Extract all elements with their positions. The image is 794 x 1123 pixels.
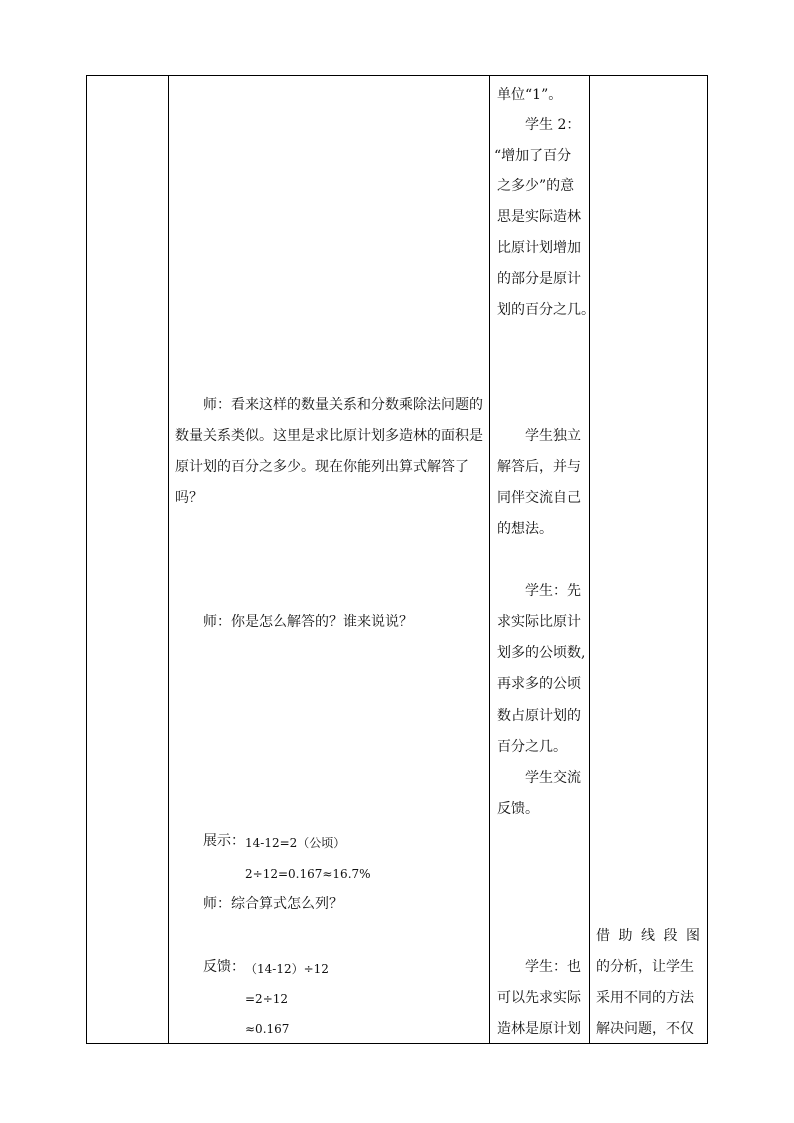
- table-top-border: [86, 75, 708, 76]
- student-activity-line: 思是实际造林: [497, 209, 581, 225]
- student-activity-line: 百分之几。: [497, 739, 567, 755]
- student-activity-line: 比原计划增加: [497, 240, 581, 256]
- student-activity-line: 可以先求实际: [497, 990, 581, 1006]
- teacher-dialogue-line: 师：看来这样的数量关系和分数乘除法问题的: [203, 397, 483, 413]
- student-activity-line: “增加了百分: [494, 148, 572, 164]
- table-bottom-border: [86, 1043, 708, 1044]
- teacher-dialogue-line: 师：你是怎么解答的？谁来说说？: [203, 614, 413, 630]
- teacher-dialogue-line: 原计划的百分之多少。现在你能列出算式解答了: [175, 459, 469, 475]
- calculation-line: 2÷12=0.167≈16.7%: [245, 867, 371, 881]
- table-right-border: [707, 75, 708, 1044]
- calculation-line: （14-12）÷12: [245, 962, 329, 976]
- feedback-label: 反馈：: [203, 959, 245, 975]
- calculation-line: =2÷12: [245, 992, 289, 1006]
- student-activity-line: 划多的公顷数,: [497, 645, 586, 661]
- calculation-line: ≈0.167: [245, 1022, 290, 1036]
- design-intent-line: 采用不同的方法: [596, 990, 694, 1006]
- teacher-dialogue-line: 数量关系类似。这里是求比原计划多造林的面积是: [175, 428, 483, 444]
- student-activity-line: 学生：先: [525, 583, 581, 599]
- design-intent-char: 借: [596, 928, 610, 944]
- design-intent-char: 段: [663, 928, 678, 944]
- student-activity-line: 同伴交流自己: [497, 490, 581, 506]
- student-activity-line: 解答后，并与: [497, 459, 581, 475]
- table-column-divider-2: [489, 75, 490, 1044]
- student-activity-line: 反馈。: [497, 801, 539, 817]
- table-left-border: [86, 75, 87, 1044]
- design-intent-line: 的分析，让学生: [596, 959, 694, 975]
- student-activity-line: 学生独立: [525, 428, 581, 444]
- design-intent-line: [596, 928, 700, 944]
- student-activity-line: 求实际比原计: [497, 614, 581, 630]
- student-activity-line: 的想法。: [497, 521, 553, 537]
- student-activity-line: 的部分是原计: [497, 271, 581, 287]
- student-activity-line: 学生 2：: [525, 117, 581, 133]
- student-activity-line: 再求多的公顷: [497, 676, 581, 692]
- design-intent-char: 图: [686, 928, 700, 944]
- table-column-divider-3: [589, 75, 590, 1044]
- student-activity-line: 单位“1”。: [497, 87, 563, 103]
- student-activity-line: 划的百分之几。: [497, 302, 595, 318]
- design-intent-line: 解决问题，不仅: [596, 1021, 694, 1037]
- table-column-divider-1: [168, 75, 169, 1044]
- teacher-dialogue-line: 吗？: [175, 490, 203, 506]
- student-activity-line: 学生：也: [525, 959, 581, 975]
- show-label: 展示：: [203, 833, 245, 849]
- design-intent-char: 助: [618, 928, 633, 944]
- teacher-dialogue-line: 师：综合算式怎么列？: [203, 896, 343, 912]
- student-activity-line: 学生交流: [525, 770, 581, 786]
- calculation-line: 14-12=2（公顷）: [245, 836, 346, 850]
- student-activity-line: 之多少”的意: [497, 178, 575, 194]
- student-activity-line: 造林是原计划: [497, 1021, 581, 1037]
- design-intent-char: 线: [641, 928, 655, 944]
- student-activity-line: 数占原计划的: [497, 708, 581, 724]
